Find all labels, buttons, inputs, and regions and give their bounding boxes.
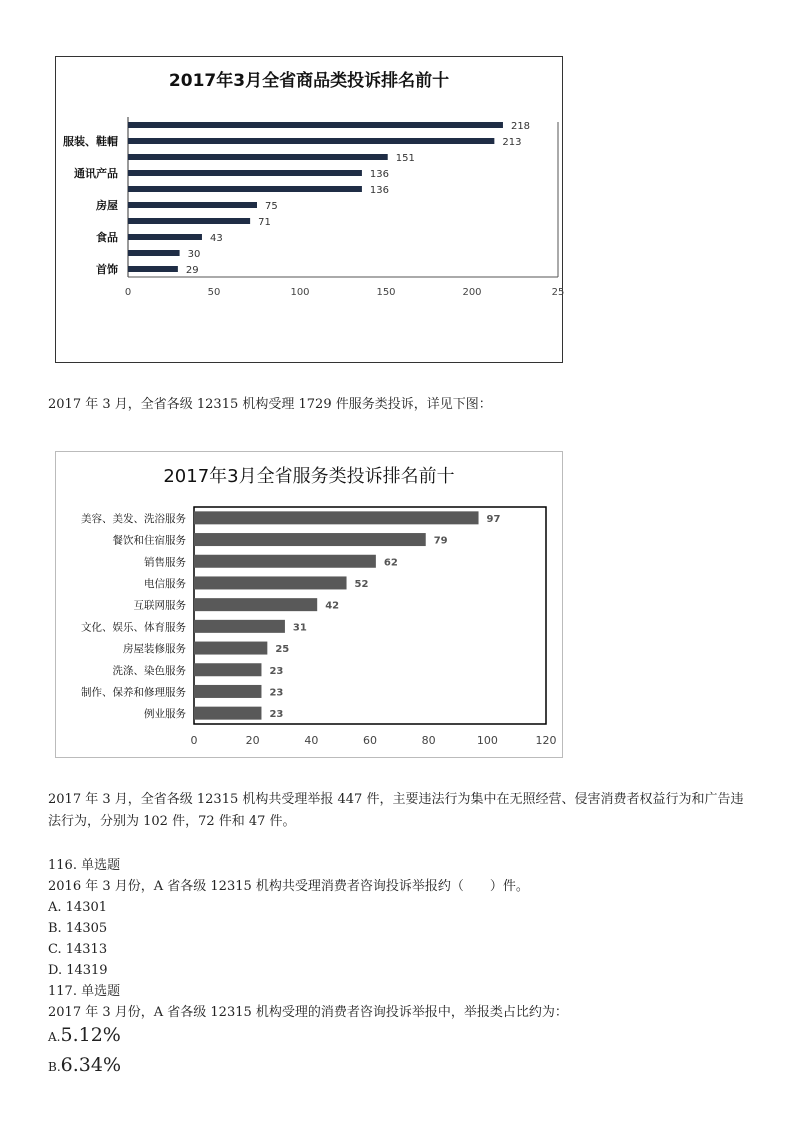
data-label: 71 <box>258 217 271 228</box>
data-label: 29 <box>185 265 199 276</box>
category-label: 餐饮和住宿服务 <box>112 534 186 547</box>
option-value: 5.12% <box>60 1024 121 1046</box>
paragraph-reports: 2017 年 3 月，全省各级 12315 机构共受理举报 447 件，主要违法行为集中在无照经营、侵害消费者权益行为和广告违法行为，分别为 102 件，72 件和 47 件。 <box>48 792 744 829</box>
bar <box>194 663 261 676</box>
data-label: 75 <box>265 201 278 212</box>
bar <box>194 685 261 698</box>
category-label: 房屋 <box>96 199 118 212</box>
category-label: 服装、鞋帽 <box>63 135 118 148</box>
category-label: 食品 <box>96 231 118 244</box>
data-label: 23 <box>269 709 284 721</box>
x-tick-label: 200 <box>462 287 482 298</box>
category-label: 电信服务 <box>144 577 186 590</box>
data-label: 62 <box>383 557 398 569</box>
question-116-option-d[interactable]: D. 14319 <box>48 963 108 978</box>
data-label: 52 <box>354 578 369 590</box>
bar <box>128 154 388 160</box>
data-label: 136 <box>369 169 390 180</box>
category-label: 洗涤、染色服务 <box>112 664 186 677</box>
bar <box>128 234 202 240</box>
data-label: 97 <box>486 513 501 525</box>
data-label: 42 <box>325 600 340 612</box>
x-tick-label: 25 <box>551 287 565 298</box>
x-tick-label: 0 <box>124 287 132 298</box>
x-tick-label: 60 <box>363 734 377 747</box>
x-tick-label: 120 <box>535 734 557 747</box>
data-label: 30 <box>187 249 201 260</box>
category-label: 房屋装修服务 <box>123 643 186 656</box>
x-tick-label: 100 <box>290 287 310 298</box>
category-label: 例业服务 <box>144 708 186 721</box>
category-label: 互联网服务 <box>133 599 186 612</box>
question-117-option-b[interactable] <box>48 1054 121 1076</box>
bar <box>194 576 347 589</box>
category-label: 美容、美发、洗浴服务 <box>81 512 186 525</box>
question-117-type: 117. 单选题 <box>48 984 121 999</box>
x-tick-label: 80 <box>421 734 436 747</box>
question-116-option-b[interactable]: B. 14305 <box>48 921 108 936</box>
question-116-stem: 2016 年 3 月份，A 省各级 12315 机构共受理消费者咨询投诉举报约（ ）件。 <box>48 879 529 894</box>
category-label: 制作、保养和修理服务 <box>81 686 186 699</box>
question-117-option-a[interactable] <box>48 1024 121 1046</box>
x-tick-label: 40 <box>304 734 319 747</box>
question-117-stem: 2017 年 3 月份，A 省各级 12315 机构受理的消费者咨询投诉举报中，举报类占比约为： <box>48 1005 568 1020</box>
data-label: 136 <box>369 185 390 196</box>
bar <box>128 202 257 208</box>
chart-title: 2017年3月全省商品类投诉排名前十 <box>168 71 450 91</box>
data-label: 151 <box>395 153 415 164</box>
question-116-type: 116. 单选题 <box>48 858 121 873</box>
bar <box>194 511 479 524</box>
question-116-option-c[interactable]: C. 14313 <box>48 942 108 957</box>
category-label: 文化、娱乐、体育服务 <box>81 621 186 634</box>
x-tick-label: 0 <box>190 734 198 747</box>
data-label: 25 <box>275 644 290 656</box>
bar <box>128 218 250 224</box>
category-label: 首饰 <box>96 263 118 276</box>
category-label: 销售服务 <box>144 556 186 569</box>
option-value: 6.34% <box>60 1054 121 1076</box>
chart-title: 2017年3月全省服务类投诉排名前十 <box>163 466 455 487</box>
bar <box>128 266 178 272</box>
data-label: 43 <box>209 233 223 244</box>
x-tick-label: 50 <box>207 287 221 298</box>
bar <box>194 555 376 568</box>
bar <box>128 138 494 144</box>
bar <box>128 250 180 256</box>
data-label: 23 <box>269 665 284 677</box>
bar <box>128 186 362 192</box>
category-label: 通讯产品 <box>74 167 118 180</box>
data-label: 213 <box>502 137 522 148</box>
x-tick-label: 150 <box>376 287 396 298</box>
goods-complaints-chart <box>55 56 563 363</box>
data-label: 31 <box>292 622 307 634</box>
service-complaints-plot <box>56 452 562 757</box>
option-letter: A. <box>48 1030 61 1044</box>
bar <box>194 642 267 655</box>
x-tick-label: 100 <box>476 734 498 747</box>
x-tick-label: 20 <box>245 734 260 747</box>
bar <box>194 598 317 611</box>
data-label: 79 <box>433 535 448 547</box>
goods-complaints-plot <box>56 57 565 362</box>
option-letter: B. <box>48 1060 61 1074</box>
bar <box>128 122 503 128</box>
data-label: 23 <box>269 687 284 699</box>
bar <box>194 620 285 633</box>
service-complaints-chart <box>55 451 563 758</box>
data-label: 218 <box>510 121 531 132</box>
question-116-option-a[interactable]: A. 14301 <box>48 900 108 915</box>
bar <box>194 533 426 546</box>
paragraph-service-intro: 2017 年 3 月，全省各级 12315 机构受理 1729 件服务类投诉，详见下图： <box>48 397 492 412</box>
bar <box>194 707 261 720</box>
bar <box>128 170 362 176</box>
